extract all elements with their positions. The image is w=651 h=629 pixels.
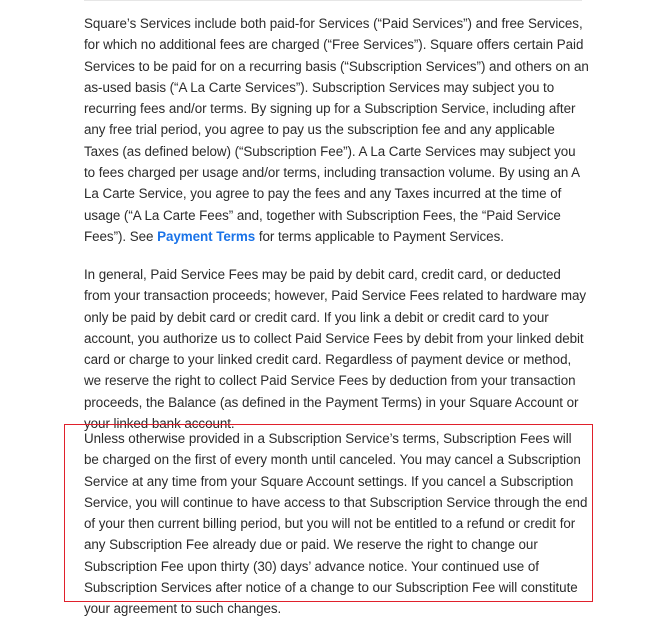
paid-services-paragraph: [84, 13, 589, 247]
top-divider: [84, 0, 582, 1]
subscription-fees-paragraph: Unless otherwise provided in a Subscription Service’s terms, Subscription Fees will be charged on the first of every month until canceled. You may cancel a Subscription Service at any time from your Square Account settings. If you cancel a Subscription Service, you will continue to have access to that Subscription Service through the end of your then current billing period, but you will not be entitled to a refund or credit for any Subscription Fee already due or paid. We reserve the right to change our Subscription Fee upon thirty (30) days’ advance notice. Your continued use of Subscription Services after notice of a change to our Subscription Fee will constitute your agreement to such changes.: [84, 431, 588, 617]
paid-services-text-end: for terms applicable to Payment Services.: [255, 228, 504, 244]
paid-services-text: Square’s Services include both paid-for Services (“Paid Services”) and free Services, for which no additional fees are charged (“Free Services”). Square offers certain Paid Services to be paid for on a recurring basis (“Subscription Services”) and others on an as-used basis (“A La Carte Services”). Subscription Services may subject you to recurring fees and/or terms. By signing up for a Subscription Service, including after any free trial period, you agree to pay us the subscription fee and any applicable Taxes (as defined below) (“Subscription Fee”). A La Carte Services may subject you to fees charged per usage and/or terms, including transaction volume. By using an A La Carte Service, you agree to pay the fees and any Taxes incurred at the time of usage (“A La Carte Fees” and, together with Subscription Fees, the “Paid Service Fees”). See: [84, 16, 589, 244]
payment-methods-paragraph: In general, Paid Service Fees may be paid by debit card, credit card, or deducted from your transaction proceeds; however, Paid Service Fees related to hardware may only be paid by debit card or credit card. If you link a debit or credit card to your account, you authorize us to collect Paid Service Fees by debit from your linked debit card or charge to your linked credit card. Regardless of payment device or method, we reserve the right to collect Paid Service Fees by deduction from your transaction proceeds, the Balance (as defined in the Payment Terms) in your Square Account or your linked bank account.: [84, 267, 587, 432]
payment-terms-link[interactable]: Payment Terms: [157, 228, 256, 244]
